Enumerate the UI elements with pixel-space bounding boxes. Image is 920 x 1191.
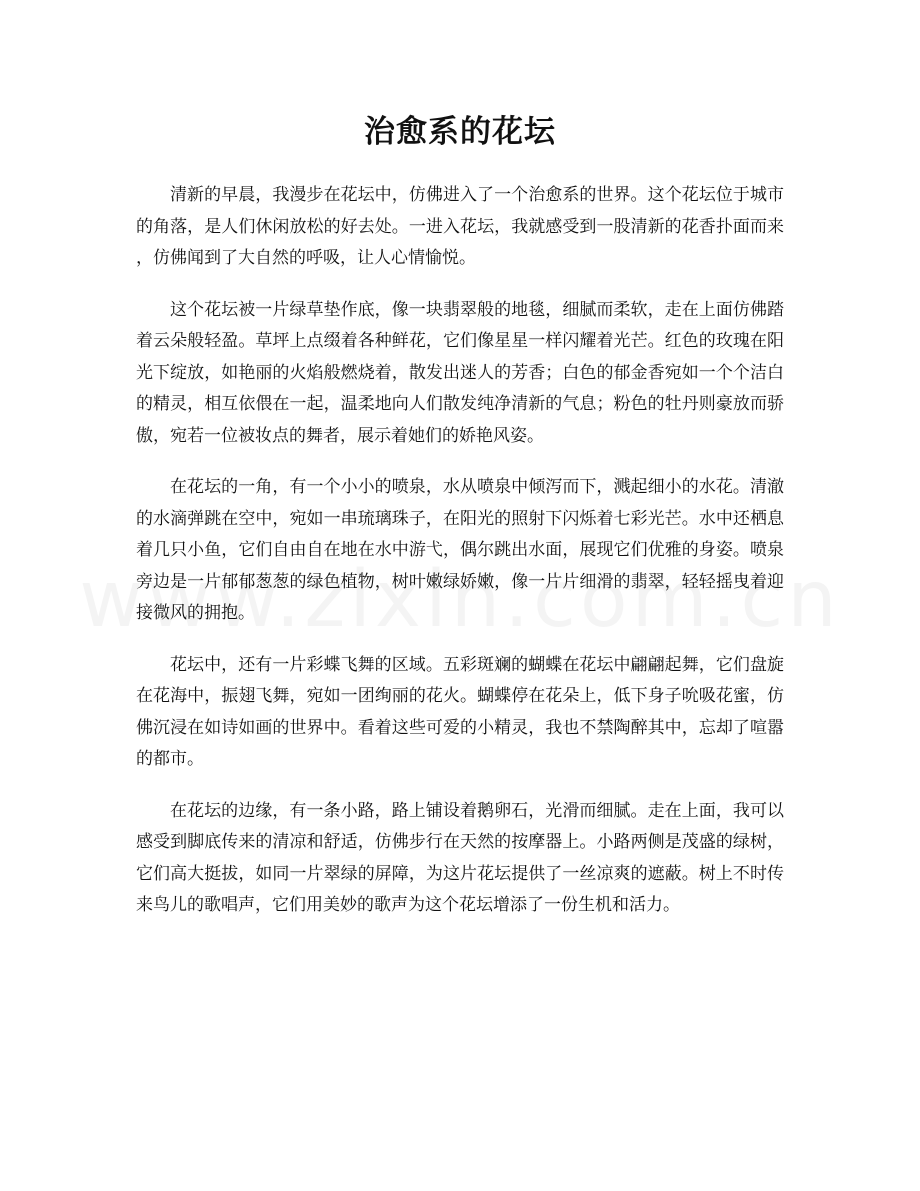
- document-body: [136, 180, 784, 942]
- paragraph-5: 在花坛的边缘，有一条小路，路上铺设着鹅卵石，光滑而细腻。走在上面，我可以感受到脚底传来的清凉和舒适，仿佛步行在天然的按摩器上。小路两侧是茂盛的绿树，它们高大挺拔，如同一片翠绿的屏障，为这片花坛提供了一丝凉爽的遮蔽。树上不时传来鸟儿的歌唱声，它们用美妙的歌声为这个花坛增添了一份生机和活力。: [136, 800, 784, 915]
- paragraph-2: 这个花坛被一片绿草垫作底，像一块翡翠般的地毯，细腻而柔软，走在上面仿佛踏着云朵般轻盈。草坪上点缀着各种鲜花，它们像星星一样闪耀着光芒。红色的玫瑰在阳光下绽放，如艳丽的火焰般燃烧着，散发出迷人的芳香；白色的郁金香宛如一个个洁白的精灵，相互依偎在一起，温柔地向人们散发纯净清新的气息；粉色的牡丹则豪放而骄傲，宛若一位被妆点的舞者，展示着她们的娇艳风姿。: [136, 299, 784, 446]
- paragraph-1: 清新的早晨，我漫步在花坛中，仿佛进入了一个治愈系的世界。这个花坛位于城市的角落，是人们休闲放松的好去处。一进入花坛，我就感受到一股清新的花香扑面而来，仿佛闻到了大自然的呼吸，让人心情愉悦。: [136, 185, 784, 268]
- paragraph-3: 在花坛的一角，有一个小小的喷泉，水从喷泉中倾泻而下，溅起细小的水花。清澈的水滴弹跳在空中，宛如一串琉璃珠子，在阳光的照射下闪烁着七彩光芒。水中还栖息着几只小鱼，它们自由自在地在水中游弋，偶尔跳出水面，展现它们优雅的身姿。喷泉旁边是一片郁郁葱葱的绿色植物，树叶嫩绿娇嫩，像一片片细滑的翡翠，轻轻摇曳着迎接微风的拥抱。: [136, 477, 784, 623]
- paragraph-4: 花坛中，还有一片彩蝶飞舞的区域。五彩斑斓的蝴蝶在花坛中翩翩起舞，它们盘旋在花海中，振翅飞舞，宛如一团绚丽的花火。蝴蝶停在花朵上，低下身子吮吸花蜜，仿佛沉浸在如诗如画的世界中。看着这些可爱的小精灵，我也不禁陶醉其中，忘却了喧嚣的都市。: [136, 654, 784, 769]
- page-title: 治愈系的花坛: [364, 114, 556, 150]
